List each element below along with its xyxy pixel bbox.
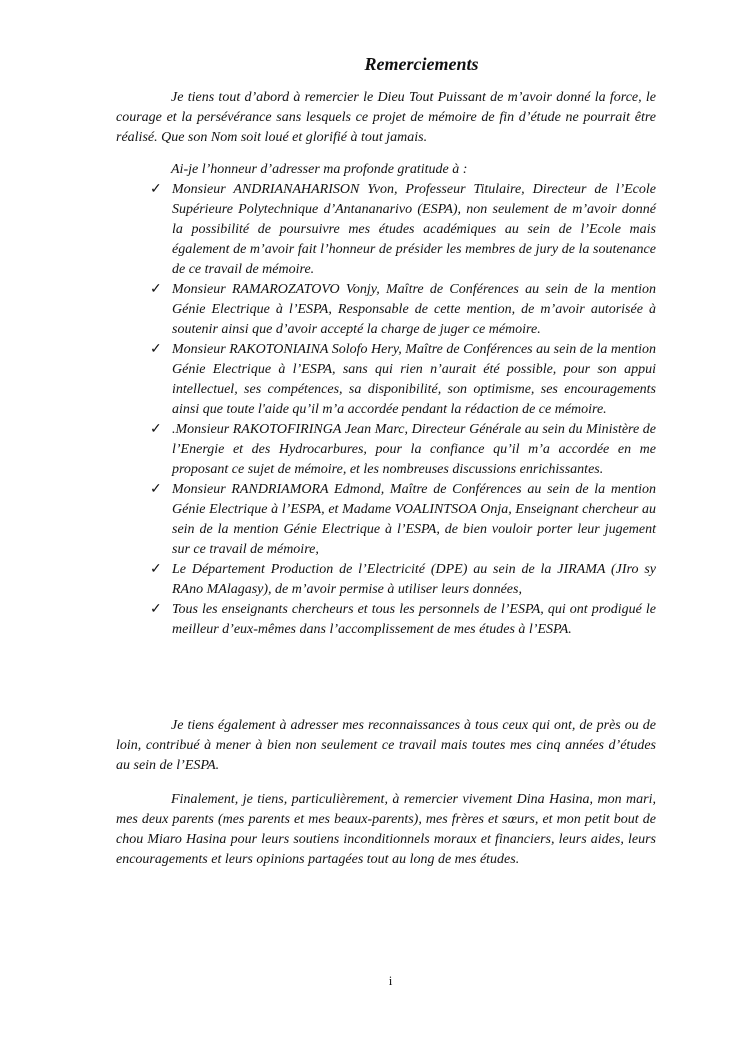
list-item [150,420,656,480]
list-item [150,340,656,420]
list-item [150,600,656,640]
page-number: i [388,973,393,988]
list-item [150,480,656,560]
check-icon: ✓ [150,562,162,577]
check-icon: ✓ [150,602,162,617]
list-item-text: Le Département Production de l’Electricité (DPE) au sein de la JIRAMA (JIro sy RAno MAlagasy), de m’avoir permise à utiliser leurs données, [172,562,656,597]
paragraph-thanks-god: Je tiens tout d’abord à remercier le Dieu Tout Puissant de m’avoir donné la force, le courage et la persévérance sans lesquels ce projet de mémoire de fin d’étude ne pourrait être réalisé. Que son Nom soit loué et glorifié à tout jamais. [116,90,656,145]
list-item-text: .Monsieur RAKOTOFIRINGA Jean Marc, Directeur Générale au sein du Ministère de l’Energie et des Hydrocarbures, pour la confiance qu’il m’a accordée en me proposant ce sujet de mémoire, et les nombreuses discussions enrichissantes. [172,422,656,477]
check-icon: ✓ [150,342,162,357]
acknowledgement-list [150,180,656,640]
list-item-text: Monsieur RAKOTONIAINA Solofo Hery, Maître de Conférences au sein de la mention Génie Electrique à l’ESPA, sans qui rien n’aurait été possible, pour son appui intellectuel, ses compétences, sa disponibilité, son optimisme, ses encouragements ainsi que toute l'aide qu’il m’a accordée pendant la rédaction de ce mémoire. [172,342,656,417]
check-icon: ✓ [150,482,162,497]
check-icon: ✓ [150,182,162,197]
list-item-text: Monsieur RAMAROZATOVO Vonjy, Maître de Conférences au sein de la mention Génie Electrique à l’ESPA, Responsable de cette mention, de m’avoir autorisée à soutenir ainsi que d’avoir accepté la charge de juger ce mémoire. [172,282,656,337]
list-item [150,560,656,600]
list-item [150,180,656,280]
list-item-text: Tous les enseignants chercheurs et tous les personnels de l’ESPA, qui ont prodigué le meilleur d’eux-mêmes dans l’accomplissement de mes études à l’ESPA. [172,602,656,637]
page-title: Remerciements [364,54,479,74]
list-item [150,280,656,340]
check-icon: ✓ [150,422,162,437]
list-item-text: Monsieur RANDRIAMORA Edmond, Maître de Conférences au sein de la mention Génie Electrique à l’ESPA, et Madame VOALINTSOA Onja, Enseignant chercheur au sein de la mention Génie Electrique à l’ESPA, de bien vouloir porter leur jugement sur ce travail de mémoire, [172,482,656,557]
list-item-text: Monsieur ANDRIANAHARISON Yvon, Professeur Titulaire, Directeur de l’Ecole Supérieure Polytechnique d’Antananarivo (ESPA), non seulement de m’avoir donné la possibilité de poursuivre mes études académiques au sein de l’Ecole mais également de m’avoir fait l’honneur de présider les membres de jury de la soutenance de ce travail de mémoire. [172,182,656,277]
paragraph-thanks-all: Je tiens également à adresser mes reconnaissances à tous ceux qui ont, de près ou de loin, contribué à mener à bien non seulement ce travail mais toutes mes cinq années d’études au sein de l’ESPA. [116,718,656,773]
paragraph-thanks-family: Finalement, je tiens, particulièrement, à remercier vivement Dina Hasina, mon mari, mes deux parents (mes parents et mes beaux-parents), mes frères et sœurs, et mon petit bout de chou Miaro Hasina pour leurs soutiens inconditionnels moraux et financiers, leurs aides, leurs encouragements et leurs opinions partagées tout au long de mes études. [116,792,656,867]
intro-line: Ai-je l’honneur d’adresser ma profonde gratitude à : [171,162,468,177]
check-icon: ✓ [150,282,162,297]
